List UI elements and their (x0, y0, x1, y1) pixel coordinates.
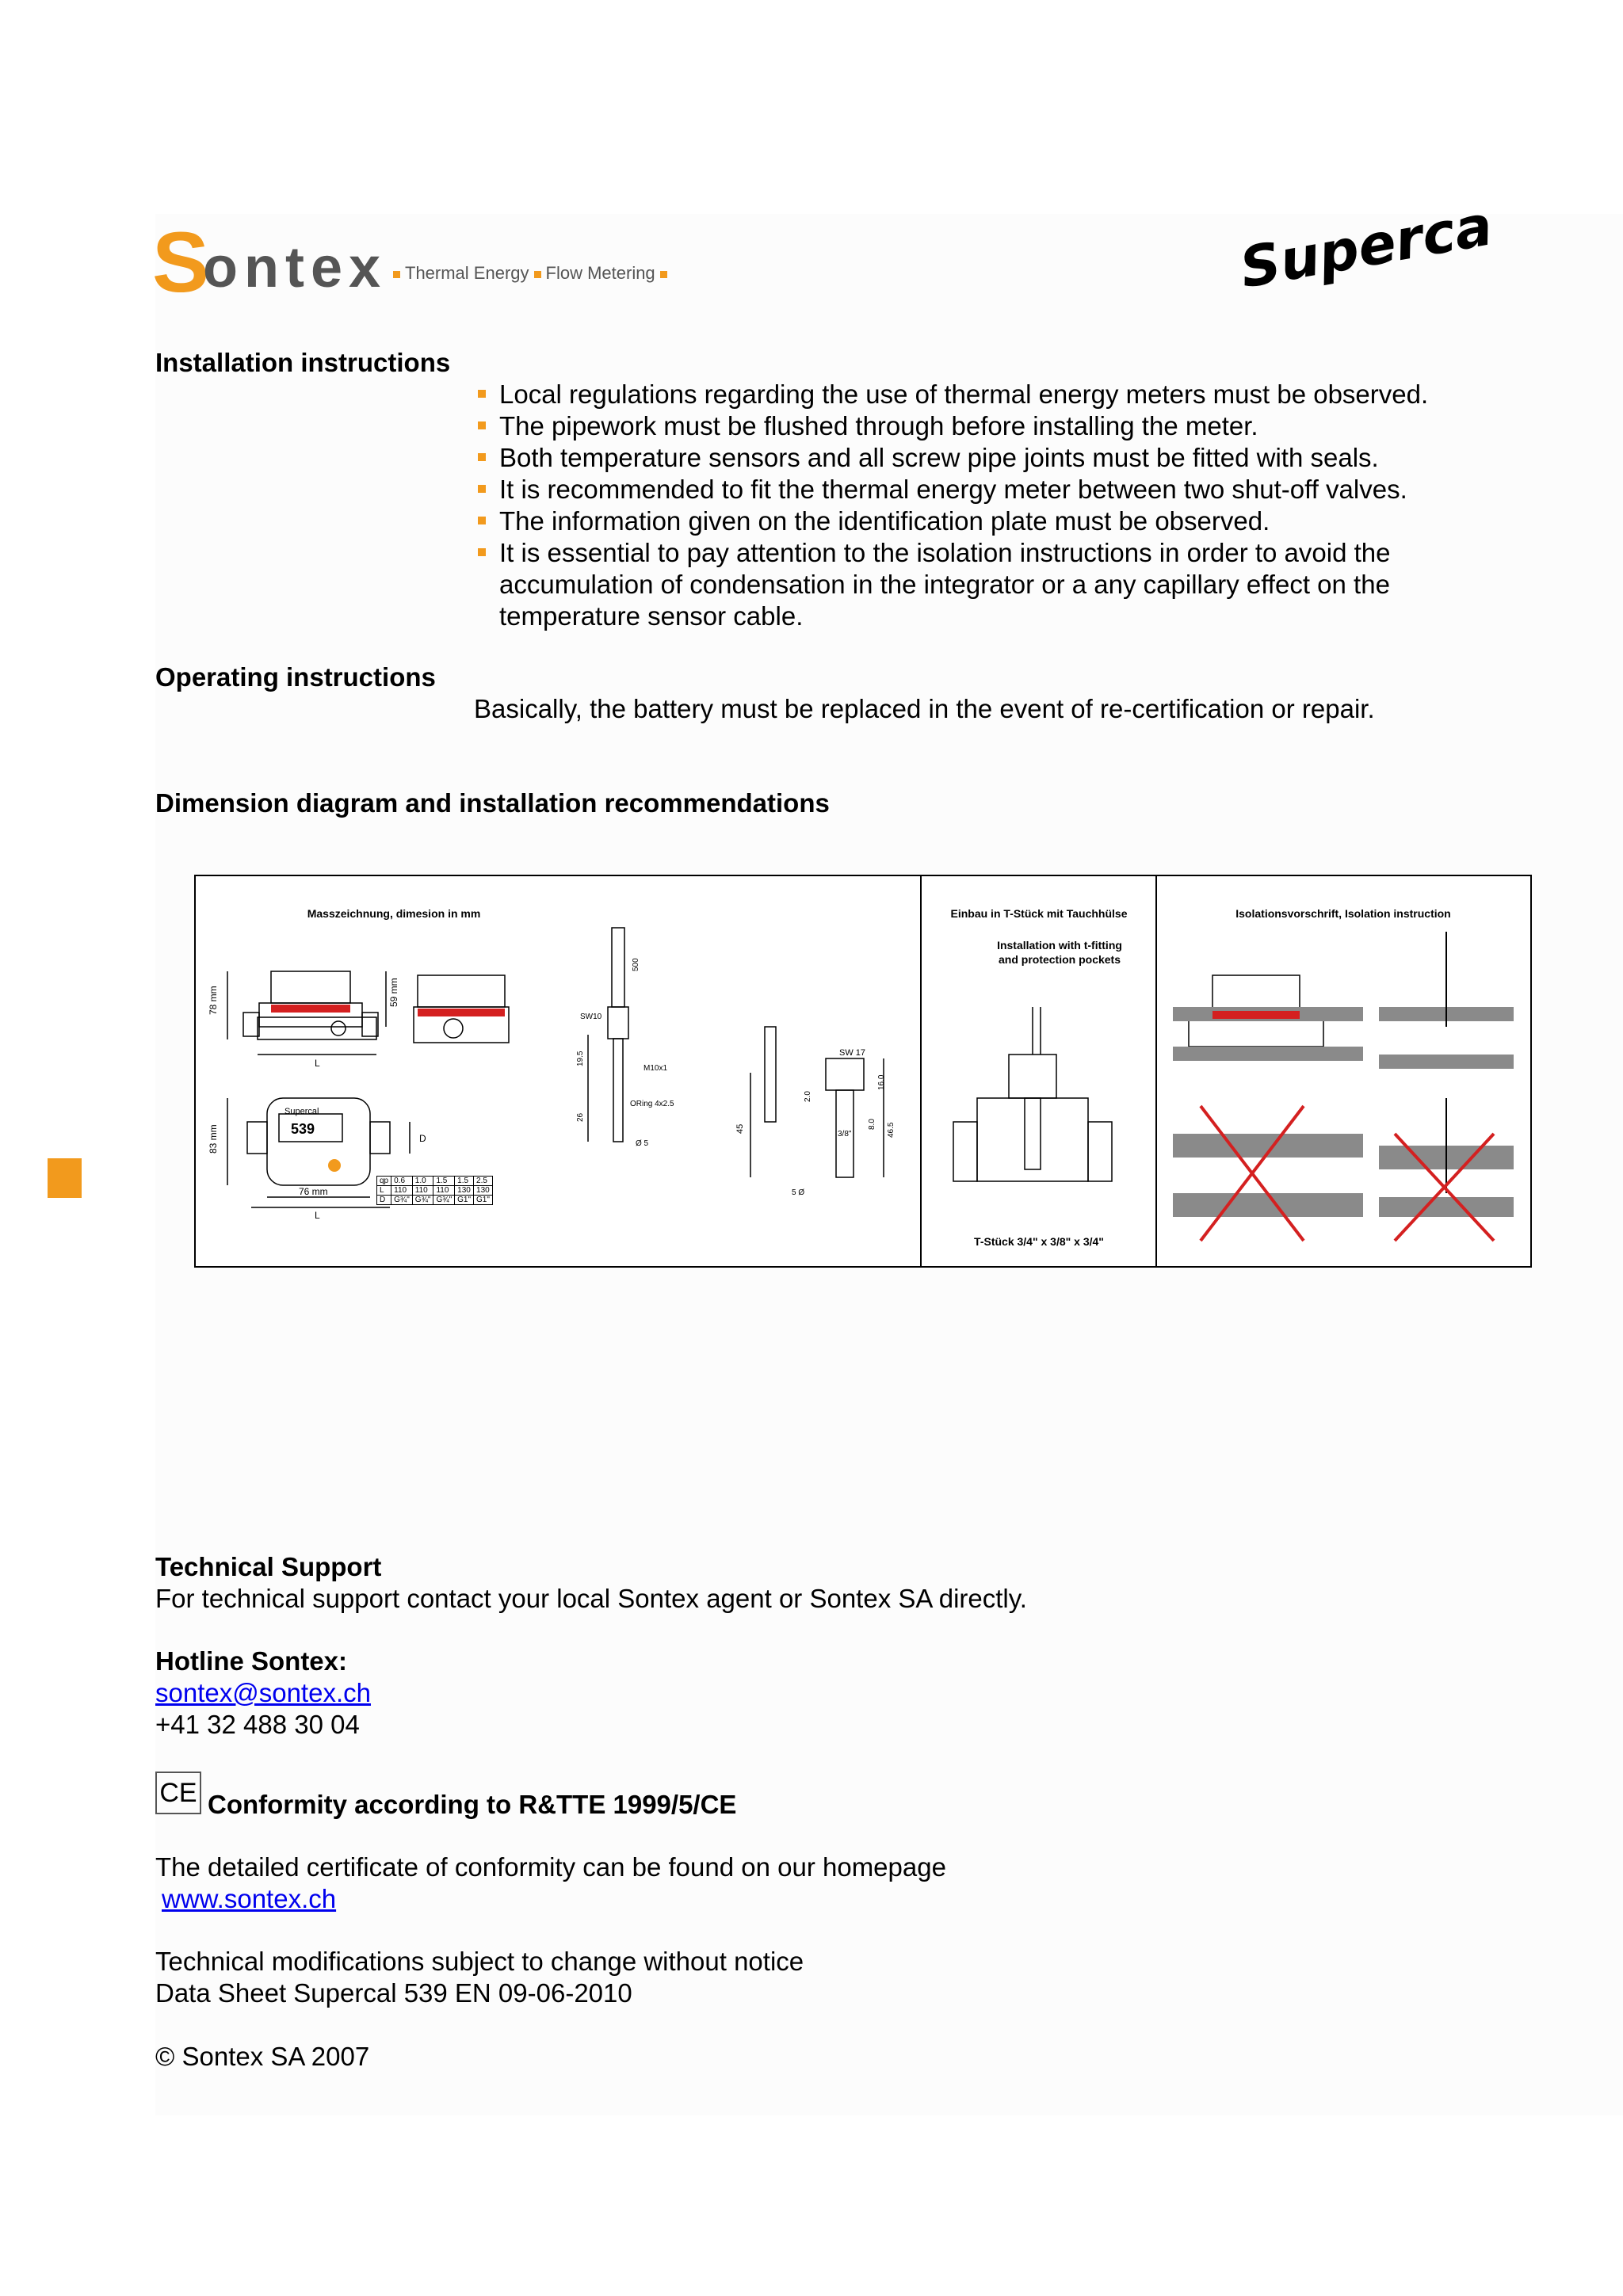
table-cell: 130 (474, 1186, 493, 1196)
table-cell: 2.5 (474, 1177, 493, 1186)
installation-item: Local regulations regarding the use of thermal energy meters must be observed. (475, 379, 1482, 410)
ce-mark-icon: CE (155, 1772, 201, 1814)
meter-nut-right (362, 1013, 378, 1036)
label-sw17: SW 17 (839, 1048, 866, 1058)
sontex-logo (152, 212, 390, 311)
table-cell: G1" (474, 1196, 493, 1205)
hotline-email-link[interactable]: sontex@sontex.ch (155, 1678, 371, 1707)
product-logo (1236, 204, 1490, 311)
label-465: 46.5 (887, 1122, 896, 1138)
label-oring: ORing 4x2.5 (630, 1100, 674, 1108)
table-cell: G¾" (391, 1196, 413, 1205)
fitting-left (953, 1122, 977, 1181)
label-59mm: 59 mm (388, 978, 399, 1007)
meter-orange-button (328, 1159, 341, 1172)
operating-title: Operating instructions (155, 662, 436, 692)
iso-insulation-bottom (1173, 1047, 1363, 1061)
product-name: Supercal (1236, 204, 1490, 301)
meter-3d-top (418, 975, 505, 1007)
label-l: L (315, 1058, 320, 1069)
tagline-flow: Flow Metering (545, 263, 655, 283)
label-76mm: 76 mm (299, 1186, 328, 1197)
label-phi5b: 5 Ø (792, 1188, 805, 1197)
isolation-drawing (1157, 876, 1529, 1266)
meter-port (331, 1021, 346, 1035)
label-78mm: 78 mm (208, 986, 219, 1015)
label-l2: L (315, 1210, 320, 1221)
label-d: D (419, 1133, 426, 1144)
logo-s: S (152, 214, 210, 307)
meter-top-nut-left (247, 1122, 267, 1154)
installation-title: Installation instructions (155, 348, 451, 377)
label-phi5: Ø 5 (636, 1139, 649, 1148)
label-83mm: 83 mm (208, 1124, 219, 1154)
pocket-cable (765, 1027, 776, 1122)
label-80: 8.0 (868, 1119, 876, 1130)
iso-red-band (1212, 1011, 1300, 1019)
tagline-thermal: Thermal Energy (405, 263, 529, 283)
sensor-head (608, 1007, 628, 1039)
pocket-head (826, 1058, 864, 1090)
table-cell: 1.0 (412, 1177, 433, 1186)
installation-item: It is recommended to fit the thermal energy meter between two shut-off valves. (475, 474, 1482, 505)
sensor-probe (613, 1039, 623, 1142)
table-row (377, 1186, 493, 1196)
installation-item: It is essential to pay attention to the isolation instructions in order to avoid the accumulation of condensation in the integrator or a any capillary effect on the temperature sensor cable. (475, 537, 1482, 632)
orange-side-marker (48, 1158, 82, 1198)
table-cell: D (377, 1196, 391, 1205)
panel1-title: Masszeichnung, dimesion in mm (307, 907, 481, 920)
table-row (377, 1177, 493, 1186)
table-cell: 110 (391, 1186, 413, 1196)
fitting-top (1009, 1055, 1056, 1098)
bad-insulation-bottom (1173, 1193, 1363, 1217)
label-45: 45 (735, 1123, 745, 1134)
panel2-subtitle: Installation with t-fitting and protection pockets (997, 939, 1122, 966)
table-cell: qp (377, 1177, 391, 1186)
label-display: 539 (291, 1121, 315, 1137)
label-500: 500 (632, 958, 640, 971)
datasheet-id: Data Sheet Supercal 539 EN 09-06-2010 (155, 1978, 632, 2008)
panel2-footer: T-Stück 3/4" x 3/8" x 3/4" (974, 1235, 1104, 1248)
label-m10: M10x1 (643, 1064, 668, 1073)
label-3-8: 3/8" (838, 1130, 852, 1138)
installation-item: Both temperature sensors and all screw pipe joints must be fitted with seals. (475, 442, 1482, 474)
homepage-link[interactable]: www.sontex.ch (162, 1884, 337, 1913)
label-195: 19.5 (576, 1051, 585, 1066)
meter-3d-red-band (418, 1009, 505, 1016)
bad-pipe-insulation-bottom (1379, 1197, 1514, 1217)
support-text: For technical support contact your local Sontex agent or Sontex SA directly. (155, 1584, 1027, 1613)
modifications-note: Technical modifications subject to change without notice (155, 1947, 804, 1976)
meter-3d-port (444, 1019, 463, 1038)
label-160: 16.0 (877, 1074, 886, 1090)
copyright: © Sontex SA 2007 (155, 2042, 370, 2071)
logo-wordmark: ontex (203, 236, 388, 299)
logo-tagline (388, 263, 672, 284)
meter-pipe (258, 1017, 376, 1039)
installation-item: The information given on the identification plate must be observed. (475, 505, 1482, 537)
qp-table (376, 1176, 493, 1205)
label-sw10: SW10 (580, 1013, 602, 1021)
table-cell: 0.6 (391, 1177, 413, 1186)
operating-text: Basically, the battery must be replaced in the event of re-certification or repair. (474, 694, 1375, 723)
label-26: 26 (576, 1112, 585, 1122)
t-fitting-drawing (922, 876, 1155, 1266)
dimension-title: Dimension diagram and installation recommendations (155, 788, 830, 818)
table-cell: G1" (455, 1196, 474, 1205)
installation-item: The pipework must be flushed through before installing the meter. (475, 410, 1482, 442)
hotline-title: Hotline Sontex: (155, 1646, 348, 1676)
meter-top-nut-right (370, 1122, 390, 1154)
panel3-title: Isolationsvorschrift, Isolation instruction (1235, 907, 1451, 920)
table-cell: 110 (412, 1186, 433, 1196)
fitting-pocket (1025, 1098, 1041, 1169)
table-cell: L (377, 1186, 391, 1196)
conformity-text: The detailed certificate of conformity can be found on our homepage (155, 1852, 946, 1882)
hotline-phone: +41 32 488 30 04 (155, 1710, 360, 1739)
table-row (377, 1196, 493, 1205)
table-cell: 130 (455, 1186, 474, 1196)
label-20: 2.0 (804, 1091, 812, 1102)
table-cell: 1.5 (455, 1177, 474, 1186)
sensor-cable (612, 928, 624, 1007)
meter-red-band (271, 1005, 350, 1013)
support-title: Technical Support (155, 1552, 382, 1581)
table-cell: 1.5 (433, 1177, 455, 1186)
dimension-drawing (196, 876, 920, 1266)
installation-list (475, 379, 1482, 632)
conformity-title: Conformity according to R&TTE 1999/5/CE (208, 1790, 737, 1819)
label-brand-small: Supercal (285, 1107, 319, 1116)
iso-meter-top (1212, 975, 1300, 1011)
meter-nut-left (243, 1013, 259, 1036)
table-cell: 110 (433, 1186, 455, 1196)
iso-pipe-insulation-bottom (1379, 1055, 1514, 1069)
meter-body-top (271, 971, 350, 1003)
panel2-title: Einbau in T-Stück mit Tauchhülse (950, 907, 1128, 920)
fitting-right (1088, 1122, 1112, 1181)
table-cell: G¾" (433, 1196, 455, 1205)
dimension-diagram (194, 875, 1532, 1268)
table-cell: G¾" (412, 1196, 433, 1205)
